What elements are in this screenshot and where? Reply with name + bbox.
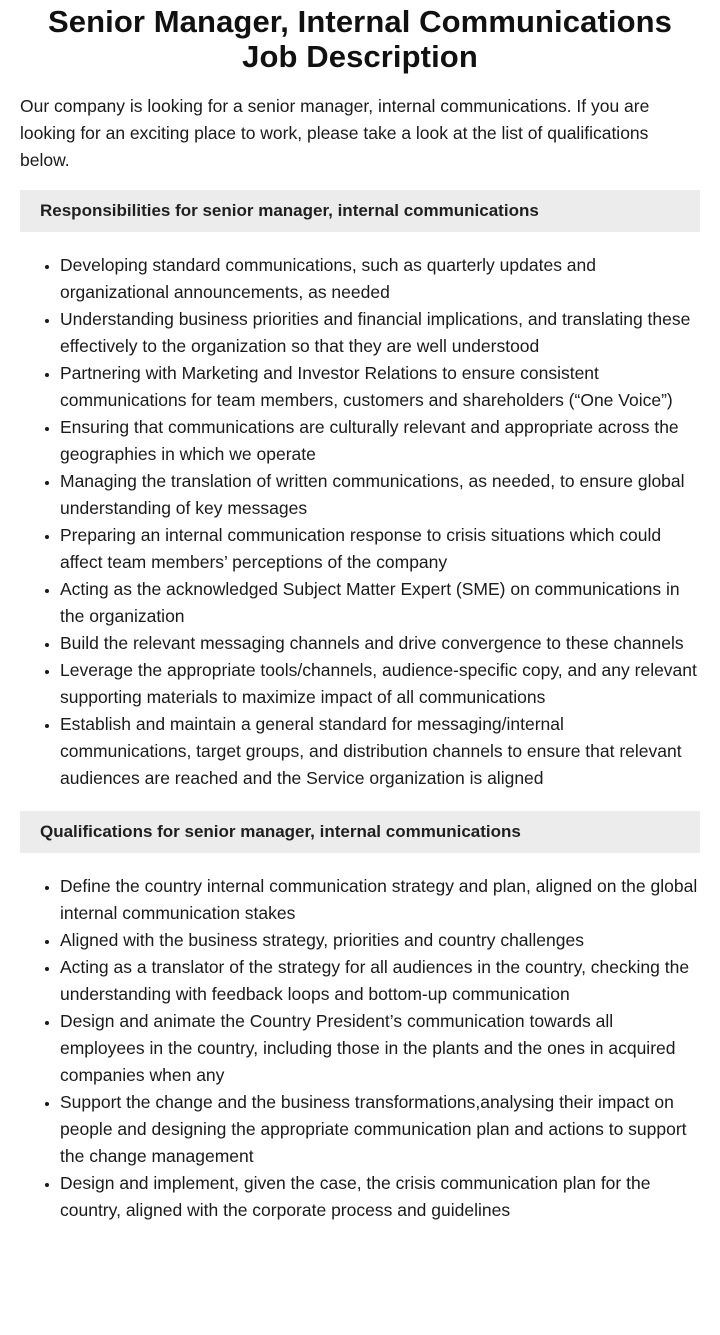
- qualifications-list: [20, 873, 700, 1224]
- list-item: • Developing standard communications, such as quarterly updates and organizational announcements, as needed: [60, 252, 700, 306]
- list-item: • Build the relevant messaging channels and drive convergence to these channels: [60, 630, 700, 657]
- list-item: • Preparing an internal communication response to crisis situations which could affect team members’ perceptions of the company: [60, 522, 700, 576]
- list-item: • Design and animate the Country President’s communication towards all employees in the country, including those in the plants and the ones in acquired companies when any: [60, 1008, 700, 1089]
- list-item: • Leverage the appropriate tools/channels, audience-specific copy, and any relevant supporting materials to maximize impact of all communications: [60, 657, 700, 711]
- list-item: • Aligned with the business strategy, priorities and country challenges: [60, 927, 700, 954]
- list-item: • Support the change and the business transformations,analysing their impact on people and designing the appropriate communication plan and actions to support the change management: [60, 1089, 700, 1170]
- list-item: • Partnering with Marketing and Investor Relations to ensure consistent communications for team members, customers and shareholders (“One Voice”): [60, 360, 700, 414]
- intro-paragraph: Our company is looking for a senior manager, internal communications. If you are looking for an exciting place to work, please take a look at the list of qualifications below.: [20, 96, 650, 170]
- list-item: • Define the country internal communication strategy and plan, aligned on the global internal communication stakes: [60, 873, 700, 927]
- page-title: Senior Manager, Internal Communications Job Description: [47, 4, 673, 74]
- list-item: • Acting as the acknowledged Subject Matter Expert (SME) on communications in the organization: [60, 576, 700, 630]
- responsibilities-heading-text: Responsibilities for senior manager, internal communications: [40, 201, 539, 220]
- list-item: • Acting as a translator of the strategy for all audiences in the country, checking the understanding with feedback loops and bottom-up communication: [60, 954, 700, 1008]
- list-item: • Design and implement, given the case, the crisis communication plan for the country, aligned with the corporate process and guidelines: [60, 1170, 700, 1224]
- responsibilities-list: [20, 252, 700, 792]
- list-item: • Ensuring that communications are culturally relevant and appropriate across the geographies in which we operate: [60, 414, 700, 468]
- responsibilities-heading: [20, 190, 700, 232]
- qualifications-heading-text: Qualifications for senior manager, internal communications: [40, 822, 521, 841]
- list-item: • Managing the translation of written communications, as needed, to ensure global understanding of key messages: [60, 468, 700, 522]
- list-item: • Establish and maintain a general standard for messaging/internal communications, target groups, and distribution channels to ensure that relevant audiences are reached and the Service organization is aligned: [60, 711, 700, 792]
- list-item: • Understanding business priorities and financial implications, and translating these effectively to the organization so that they are well understood: [60, 306, 700, 360]
- qualifications-heading: [20, 811, 700, 853]
